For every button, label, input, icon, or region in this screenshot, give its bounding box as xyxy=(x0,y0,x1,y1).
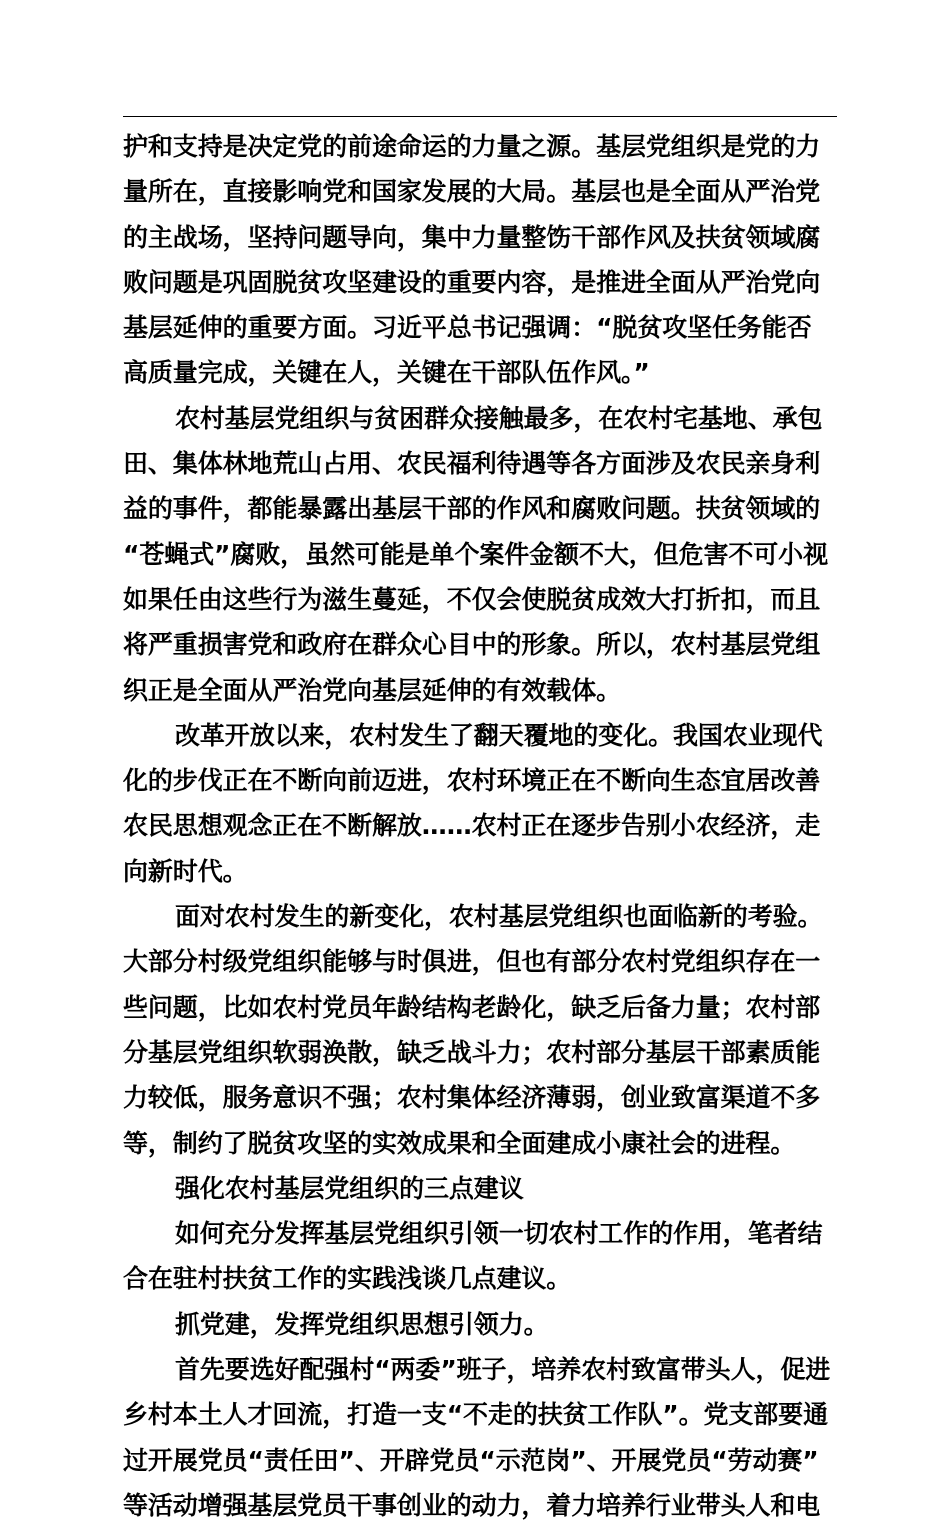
text-line: 大部分村级党组织能够与时俱进，但也有部分农村党组织存在一 xyxy=(123,947,821,977)
text-line: 强化农村基层党组织的三点建议 xyxy=(175,1173,524,1203)
text-line: 合在驻村扶贫工作的实践浅谈几点建议。 xyxy=(123,1264,572,1294)
text-line: 量所在，直接影响党和国家发展的大局。基层也是全面从严治党 xyxy=(123,177,821,207)
text-line: 化的步伐正在不断向前迈进，农村环境正在不断向生态宜居改善 xyxy=(123,766,821,796)
text-line: 益的事件，都能暴露出基层干部的作风和腐败问题。扶贫领域的 xyxy=(123,494,821,524)
text-line: “苍蝇式”腐败，虽然可能是单个案件金额不大，但危害不可小视 xyxy=(123,539,828,569)
text-line: 农村基层党组织与贫困群众接触最多，在农村宅基地、承包 xyxy=(175,403,823,433)
text-line: 织正是全面从严治党向基层延伸的有效载体。 xyxy=(123,675,622,705)
text-line: 如果任由这些行为滋生蔓延，不仅会使脱贫成效大打折扣，而且 xyxy=(123,584,821,614)
text-line: 高质量完成，关键在人，关键在干部队伍作风。” xyxy=(123,358,650,388)
header-rule xyxy=(123,116,837,117)
text-line: 护和支持是决定党的前途命运的力量之源。基层党组织是党的力 xyxy=(123,132,821,161)
text-line: 乡村本土人才回流，打造一支“不走的扶贫工作队”。党支部要通 xyxy=(123,1400,828,1430)
text-line: 的主战场，坚持问题导向，集中力量整饬干部作风及扶贫领域腐 xyxy=(123,222,821,252)
text-line: 面对农村发生的新变化，农村基层党组织也面临新的考验。 xyxy=(175,902,823,932)
text-line: 等活动增强基层党员干事创业的动力，着力培养行业带头人和电 xyxy=(123,1490,821,1520)
text-line: 抓党建，发挥党组织思想引领力。 xyxy=(175,1309,549,1339)
text-line: 等，制约了脱贫攻坚的实效成果和全面建成小康社会的进程。 xyxy=(123,1128,796,1158)
text-line: 向新时代。 xyxy=(123,856,248,886)
text-line: 农民思想观念正在不断解放……农村正在逐步告别小农经济，走 xyxy=(123,811,821,841)
text-line: 田、集体林地荒山占用、农民福利待遇等各方面涉及农民亲身利 xyxy=(123,449,821,479)
text-line: 败问题是巩固脱贫攻坚建设的重要内容，是推进全面从严治党向 xyxy=(123,267,821,297)
text-line: 改革开放以来，农村发生了翻天覆地的变化。我国农业现代 xyxy=(175,720,823,750)
text-line: 分基层党组织软弱涣散，缺乏战斗力；农村部分基层干部素质能 xyxy=(123,1037,821,1067)
body-text xyxy=(123,124,839,1528)
text-line: 力较低，服务意识不强；农村集体经济薄弱，创业致富渠道不多 xyxy=(123,1083,821,1113)
text-line: 过开展党员“责任田”、开辟党员“示范岗”、开展党员“劳动赛” xyxy=(123,1445,819,1475)
text-line: 将严重损害党和政府在群众心目中的形象。所以，农村基层党组 xyxy=(123,630,821,660)
text-line: 基层延伸的重要方面。习近平总书记强调：“脱贫攻坚任务能否 xyxy=(123,313,812,343)
text-line: 如何充分发挥基层党组织引领一切农村工作的作用，笔者结 xyxy=(175,1219,823,1249)
text-line: 些问题，比如农村党员年龄结构老龄化，缺乏后备力量；农村部 xyxy=(123,992,821,1022)
text-line: 首先要选好配强村“两委”班子，培养农村致富带头人，促进 xyxy=(175,1355,831,1385)
